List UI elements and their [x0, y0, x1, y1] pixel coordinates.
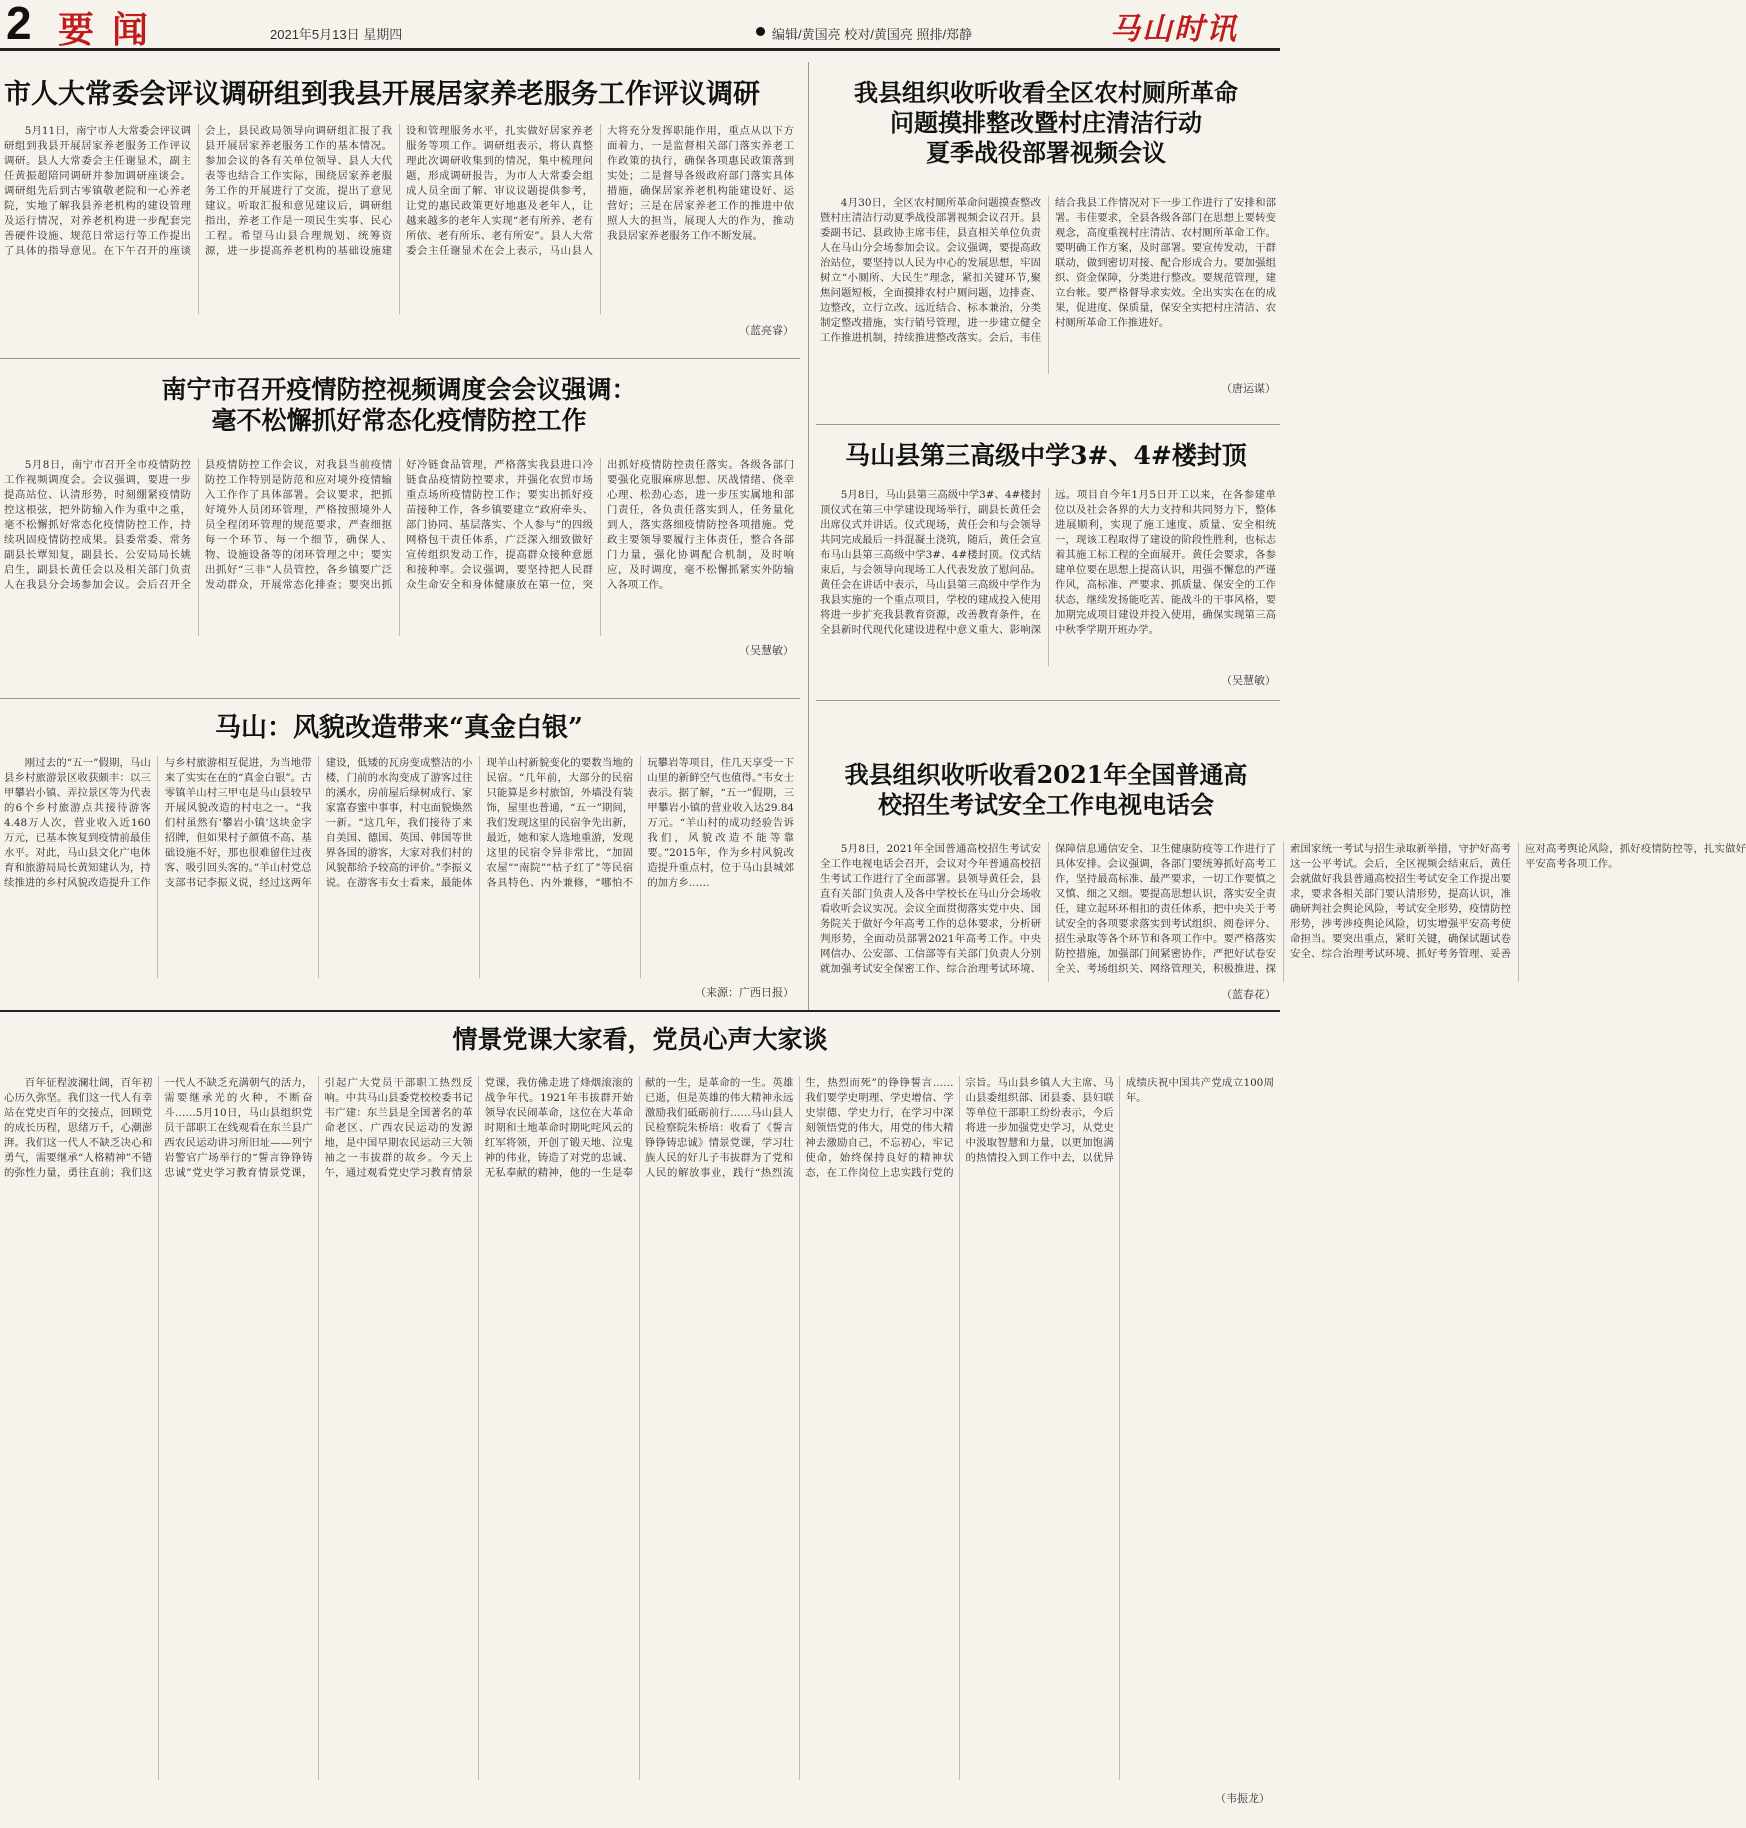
- newspaper-masthead: 马山时讯: [1110, 12, 1238, 47]
- headline-line: 夏季战役部署视频会议: [926, 138, 1166, 167]
- article-body: 5月8日，马山县第三高级中学3#、4#楼封顶仪式在第三中学建设现场举行，副县长黄任会出席仪式并讲话。仪式现场，黄任会和与会领导共同完成最后一抖混凝土浇筑，随后，黄任会宣布马山县第三高级中学3#、4#楼封顶。仪式结束后，与会领导向现场工人代表发放了慰问品。黄任会在讲话中表示，马山县第三高级中学作为我县实施的一个重点项目，学校的建成投入使用将进一步扩充我县教育资源，改善教育条件，在全县新时代现代化建设进程中意义重大、影响深远。项目自今年1月5日开工以来，在各参建单位以及社会各界的大力支持和共同努力下，整体进展顺利，实现了施工速度、质量、安全相统一，现该工程取得了建设的阶段性胜利，也标志着其施工标工程的全面展开。黄任会要求，各参建单位要在思想上提高认识，用强不懈怠的严谨作风，高标准、严要求、抓质量、保安全的工作状态，继续发扬能吃苦、能战斗的干事风格，要加期完成项目建设并投入使用，确保实现第三高中秋季学期开班办学。: [820, 489, 1276, 636]
- article-body: 刚过去的“五一”假期，马山县乡村旅游景区收获颇丰：以三甲攀岩小镇、弄拉景区等为代表的6个乡村旅游点共接待游客4.48万人次，营业收入近160万元，已基本恢复到疫情前最佳水平。对此，马山县文化广电体育和旅游局局长黄知建认为，持续推进的乡村风貌改造提升工作与乡村旅游相互促进，为当地带来了实实在在的“真金白银”。古零镇羊山村三甲屯是马山县较早开展风貌改造的村屯之一。“我们村虽然有‘攀岩小镇’这块金字招牌，但如果村子颜值不高、基础设施不好，那也很难留住过夜客、吸引回头客的。”羊山村党总支部书记李振义说，经过这两年建设，低矮的瓦房变成整洁的小楼，门前的水沟变成了游客过往的溪水，房前屋后绿树成行、家家富春蜜中事事，村屯面貌焕然一新。“这几年，我们接待了来自美国、德国、英国、韩国等世界各国的游客，大家对我们村的风貌都给予较高的评价。”李振义说。在游客韦女士看来，最能体现羊山村新貌变化的要数当地的民宿。“几年前，大部分的民宿只能算是乡村旅馆，外墙没有装饰，屋里也普通，“五一”期间，我们发现这里的民宿争先出新，最近，她和家人选地重游，发现这里的民宿令异非常比，“加固农屋”“南院”“枯子红了”等民宿各具特色、内外兼修，“哪怕不玩攀岩等项目，住几天享受一下山里的新鲜空气也值得。”韦女士表示。据了解，“五一”假期，三甲攀岩小镇的营业收入达29.84万元。“羊山村的成功经验告诉我们，风貌改造不能等靠要。”2015年，作为乡村风貌改造提升重点村，位于马山县城郊的加方乡……: [4, 757, 794, 889]
- headline-line: 问题摸排整改暨村庄清洁行动: [890, 108, 1202, 137]
- article-headline: 马山：风貌改造带来“真金白银”: [215, 713, 583, 743]
- headline-line: 南宁市召开疫情防控视频调度会会议强调：: [161, 375, 637, 404]
- headline-line: 我县组织收听收看2021年全国普通高: [844, 760, 1248, 789]
- headline-line: 校招生考试安全工作电视电话会: [878, 790, 1214, 819]
- article-byline: （来源：广西日报）: [695, 986, 794, 999]
- article-byline: （唐运谋）: [1221, 382, 1276, 395]
- article-byline: （吴慧敏）: [1221, 674, 1276, 687]
- article-headline: 市人大常委会评议调研组到我县开展居家养老服务工作评议调研: [4, 79, 760, 110]
- headline-line: 毫不松懈抓好常态化疫情防控工作: [211, 406, 587, 436]
- article-headline: 情景党课大家看，党员心声大家谈: [452, 1025, 828, 1054]
- article-body: 4月30日，全区农村厕所革命问题摸查整改暨村庄清洁行动夏季战役部署视频会议召开。县委副书记、县政协主席韦佳，县直相关单位负责人在马山分会场参加会议。会议强调，要提高政治站位，要坚持以人民为中心的发展思想，牢固树立“小厕所、大民生”理念，紧扣关键环节,聚焦问题短板，全面摸排农村户厕问题，边排查、边整改，立行立改、远近结合、标本兼治，分类制定整改措施，实行销号管理，进一步建立健全工作推进机制，持续推进整改落实。会后，韦佳结合我县工作情况对下一步工作进行了安排和部署。韦佳要求，全县各级各部门在思想上要转变观念，高度重视村庄清洁、农村厕所革命工作。要明确工作方案，及时部署。要宣传发动，干群联动，做到密切对接、配合形成合力。要加强组织、资金保障，分类进行整改。要规范管理，建立台帐。要严格督导求实效。全出实实在在的成果，促进度、保质量，保安全实把村庄清洁、农村厕所革命工作推进好。: [820, 197, 1276, 344]
- column-divider: [808, 62, 809, 1010]
- bullet-icon: [756, 27, 765, 36]
- article-byline: （蓝春花）: [1221, 988, 1276, 1001]
- article-divider: [816, 700, 1280, 701]
- article-body: 5月8日，2021年全国普通高校招生考试安全工作电视电话会召开，会议对今年普通高校招生考试工作进行了全面部署。县领导黄任会，县直有关部门负责人及各中学校长在马山分会场收看收听会议实况。会议全面贯彻落实党中央、国务院关于做好今年高考工作的总体要求，分析研判形势，全面动员部署2021年高考工作。中央网信办、公安部、工信部等有关部门负责人分别就加强考试安全保密工作、综合治理考试环境、保障信息通信安全、卫生健康防疫等工作进行了具体安排。会议强调，各部门要统筹抓好高考工作，坚持最高标准、最严要求，一切工作要慎之又慎、细之又细。要提高思想认识，落实安全责任，建立起环环相扣的责任体系，把中央关于考试安全的各项要求落实到考试组织、阅卷评分、招生录取等各个环节和各项工作中。要严格落实防控措施，加强部门间紧密协作，严把好试卷安全关、考场组织关、网络管理关，积极推进、探索国家统一考试与招生录取新举措，守护好高考这一公平考试。会后，全区视频会结束后，黄任会就做好我县普通高校招生考试安全工作提出要求，要求各相关部门要认清形势，提高认识，准确研判社会舆论风险，考试安全形势，疫情防控形势，涉考涉疫舆论风险，切实增强平安高考使命担当。要突出重点，紧盯关键，确保试题试卷安全、综合治理考试环境、抓好考务管理、妥善应对高考舆论风险，抓好疫情防控等，扎实做好平安高考各项工作。: [820, 843, 1746, 975]
- article-byline: （韦振龙）: [1215, 1792, 1270, 1805]
- article-byline: （吴慧敏）: [739, 644, 794, 657]
- section-divider: [0, 1010, 1280, 1012]
- page-number: 2: [6, 0, 32, 49]
- article-body: 5月11日，南宁市人大常委会评议调研组到我县开展居家养老服务工作评议调研。县人大常委会主任谢显术，副主任黄振超陪同调研并参加调研座谈会。调研组先后到古零镇敬老院和一心养老院，实地了解我县养老机构的建设管理及运行情况，对养老机构进一步配套完善硬件设施、规范日常运行等工作提出了具体的指导意见。在下午召开的座谈会上，县民政局领导向调研组汇报了我县开展居家养老服务工作的基本情况。参加会议的各有关单位领导、县人大代表等也结合工作实际，围绕居家养老服务工作的开展进行了交流，提出了意见建议。听取汇报和意见建议后，调研组指出，养老工作是一项民生实事、民心工程。希望马山县合理规划、统筹资源，进一步提高养老机构的基础设施建设和管理服务水平，扎实做好居家养老服务等项工作。调研组表示，将认真整理此次调研收集到的情况，集中梳理问题，形成调研报告，为市人大常委会组成人员全面了解、审议议题提供参考，让党的惠民政策更好地惠及老年人，让越来越多的老年人实现“老有所养、老有所依、老有所乐、老有所安”。县人大常委会主任谢显术在会上表示，马山县人大将充分发挥职能作用，重点从以下方面着力，一是监督相关部门落实养老工作政策的执行，确保各项惠民政策落到实处；二是督导各级政府部门落实具体措施，确保居家养老机构能建设好、运营好；三是在居家养老工作的推进中依照人大的担当，展现人大的作为，推动我县居家养老服务工作不断发展。: [4, 125, 794, 257]
- article-divider: [816, 424, 1280, 425]
- article-body: 5月8日，南宁市召开全市疫情防控工作视频调度会。会议强调，要进一步提高站位、认清形势，时刻绷紧疫情防控这根弦，把外防输入作为重中之重，毫不松懈抓好常态化疫情防控工作，持续巩固疫情防控成果。县委常委、常务副县长覃知复，副县长、公安局局长姚启生，副县长黄任会以及相关部门负责人在我县分会场参加会议。会后召开全县疫情防控工作会议，对我县当前疫情防控工作特别是防范和应对境外疫情输入工作作了具体部署。会议要求，把抓好境外人员闭环管理，严格按照境外人员全程闭环管理的规范要求，严查细抠每一个环节、每一个细节，确保人、物、设施设备等的闭环管理之中；要实出抓好“三非”人员管控，各乡镇要广泛发动群众，开展常态化排查；要突出抓好冷链食品管理，严格落实我县进口冷链食品疫情防控要求，并强化农贸市场重点场所疫情防控工作；要实出抓好疫苗接种工作，各乡镇要建立“政府牵头、部门协同、基层落实、个人参与”的四级网格包干责任体系，广泛深入细致做好宣传组织发动工作，提高群众接种意愿和接种率。会议强调，要坚持把人民群众生命安全和身体健康放在第一位，突出抓好疫情防控责任落实。各级各部门要强化克服麻痹思想、厌战情绪、侥幸心理、松劲心态，进一步压实属地和部门责任，各负责任落实到人，任务量化到人，落实落细疫情防控各项措施。党政主要领导要履行主体责任，整合各部门力量，强化协调配合机制，及时响应，及时调度，毫不松懈抓紧实外防输入各项工作。: [4, 459, 794, 591]
- editor-credits: 编辑/黄国亮 校对/黄国亮 照排/郑静: [772, 27, 973, 42]
- article-body: 百年征程波澜壮阔，百年初心历久弥坚。我们这一代人有幸站在党史百年的交接点，回顾党的成长历程，思绪万千，心潮澎湃。我们这一代人不缺乏决心和勇气，需要继承“人格精神”不错的弥性力量，勇往直前；我们这一代人不缺乏充满朝气的活力，需要继承光的火种，不断奋斗……5月10日，马山县组织党员干部职工在线观看在东兰县广西农民运动讲习所旧址——列宁岩警官广场举行的“誓言铮铮铸忠诚”党史学习教育情景党课，引起广大党员干部职工热烈反响。中共马山县委党校校委书记韦广建：东兰县是全国著名的革命老区、广西农民运动的发源地，是中国早期农民运动三大领袖之一韦拔群的故乡。今天上午，通过观看党史学习教育情景党课，我仿佛走进了烽烟滚滚的战争年代。1921年韦拔群开始领导农民闹革命，这位在大革命时期和土地革命时期叱咤风云的红军将领，开创了锻天地、泣鬼神的伟业，铸造了对党的忠诚、无私奉献的精神，他的一生是奉献的一生，是革命的一生。英雄已逝，但是英雄的伟大精神永远激励我们砥砺前行……马山县人民检察院朱桥培：收看了《誓言铮铮铸忠诚》情景党课，学习壮族人民的好儿子韦拔群为了党和人民的解放事业，践行“热烈流生，热烈而死”的铮铮誓言……我们要学史明理、学史增信、学史崇德、学史力行，在学习中深刻领悟党的伟大，用党的伟大精神去激励自己，不忘初心，牢记使命，始终保持良好的精神状态，在工作岗位上忠实践行党的宗旨。马山县乡镇人大主席、马山县委组织部、团县委、县妇联等单位干部职工纷纷表示，今后将进一步加强党史学习，从党史中汲取智慧和力量，以更加饱满的热情投入到工作中去，以优异成绩庆祝中国共产党成立100周年。: [4, 1077, 1274, 1179]
- article-headline: [816, 760, 1276, 820]
- headline-line: 我县组织收听收看全区农村厕所革命: [854, 78, 1238, 107]
- issue-date: 2021年5月13日 星期四: [270, 27, 403, 42]
- section-title: 要闻: [58, 9, 167, 51]
- article-headline: [4, 374, 794, 437]
- article-headline: [816, 78, 1276, 168]
- page-header: [0, 0, 1280, 51]
- article-byline: （蓝亮睿）: [739, 324, 794, 337]
- article-divider: [0, 698, 800, 699]
- article-headline: 马山县第三高级中学3#、4#楼封顶: [845, 441, 1247, 470]
- article-divider: [0, 358, 800, 359]
